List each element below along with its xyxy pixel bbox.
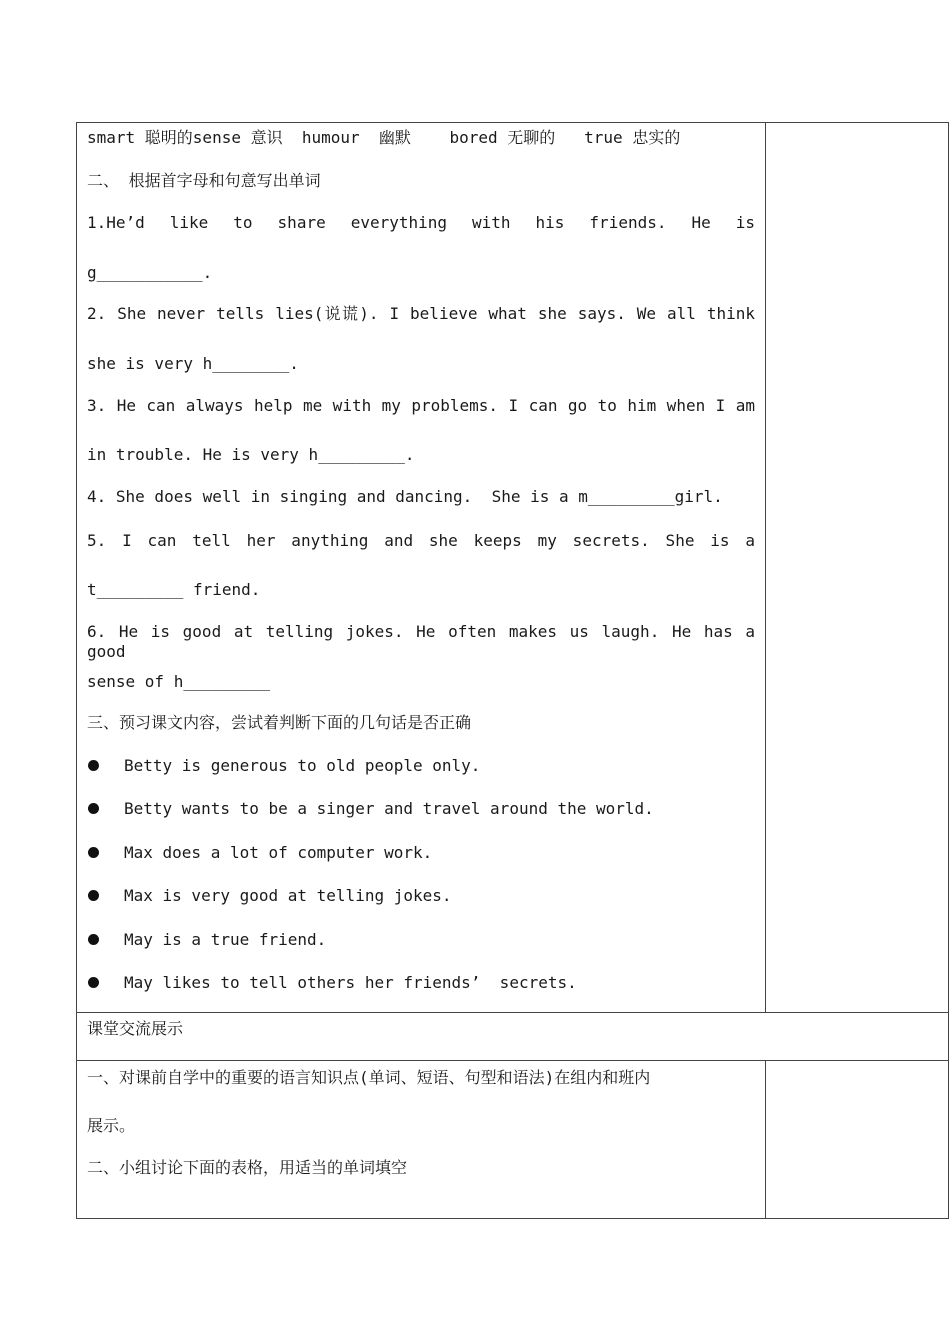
class-item-1-line-2: 展示。 [87,1116,136,1135]
bullet-icon [88,934,99,945]
statement-item: Betty is generous to old people only. [124,756,481,775]
statement-item: May likes to tell others her friends’ secrets. [124,973,577,992]
vocab-line: smart 聪明的sense 意识 humour 幽默 bored 无聊的 true 忠实的 [87,128,681,147]
question-5-line-2: t_________ friend. [87,580,261,599]
question-4: 4. She does well in singing and dancing. She is a m_________girl. [87,487,723,506]
bullet-icon [88,977,99,988]
question-2-line-2: she is very h________. [87,354,299,373]
bullet-icon [88,890,99,901]
bullet-icon [88,803,99,814]
table-border-left [76,122,77,1219]
table-border-right [948,122,949,1219]
row-divider [76,1060,949,1061]
question-2-line-1: 2. She never tells lies(说谎). I believe what she says. We all think [87,304,755,323]
table-border-top [76,122,949,123]
worksheet-table [76,122,949,1219]
column-divider [765,122,766,1013]
statement-item: Betty wants to be a singer and travel around the world. [124,799,654,818]
question-5-line-1: 5. I can tell her anything and she keeps my secrets. She is a [87,531,755,550]
question-1-line-1: 1.He’d like to share everything with his friends. He is [87,213,755,232]
question-6-line-1: 6. He is good at telling jokes. He often makes us laugh. He has a good [87,622,755,661]
question-3-line-1: 3. He can always help me with my problems. I can go to him when I am [87,396,755,415]
class-item-2: 二、小组讨论下面的表格，用适当的单词填空 [87,1158,408,1177]
class-section-title: 课堂交流展示 [87,1019,184,1038]
bullet-icon [88,847,99,858]
section-2-heading: 二、 根据首字母和句意写出单词 [87,171,321,190]
column-divider [765,1060,766,1219]
statement-item: Max is very good at telling jokes. [124,886,452,905]
table-border-bottom [76,1218,949,1219]
bullet-icon [88,760,99,771]
statement-item: May is a true friend. [124,930,327,949]
section-3-heading: 三、预习课文内容，尝试着判断下面的几句话是否正确 [87,713,472,732]
question-1-line-2: g___________. [87,263,213,282]
row-divider [76,1012,949,1013]
class-item-1-line-1: 一、对课前自学中的重要的语言知识点(单词、短语、句型和语法)在组内和班内 [87,1068,651,1087]
question-3-line-2: in trouble. He is very h_________. [87,445,415,464]
question-6-line-2: sense of h_________ [87,672,271,691]
statement-item: Max does a lot of computer work. [124,843,433,862]
